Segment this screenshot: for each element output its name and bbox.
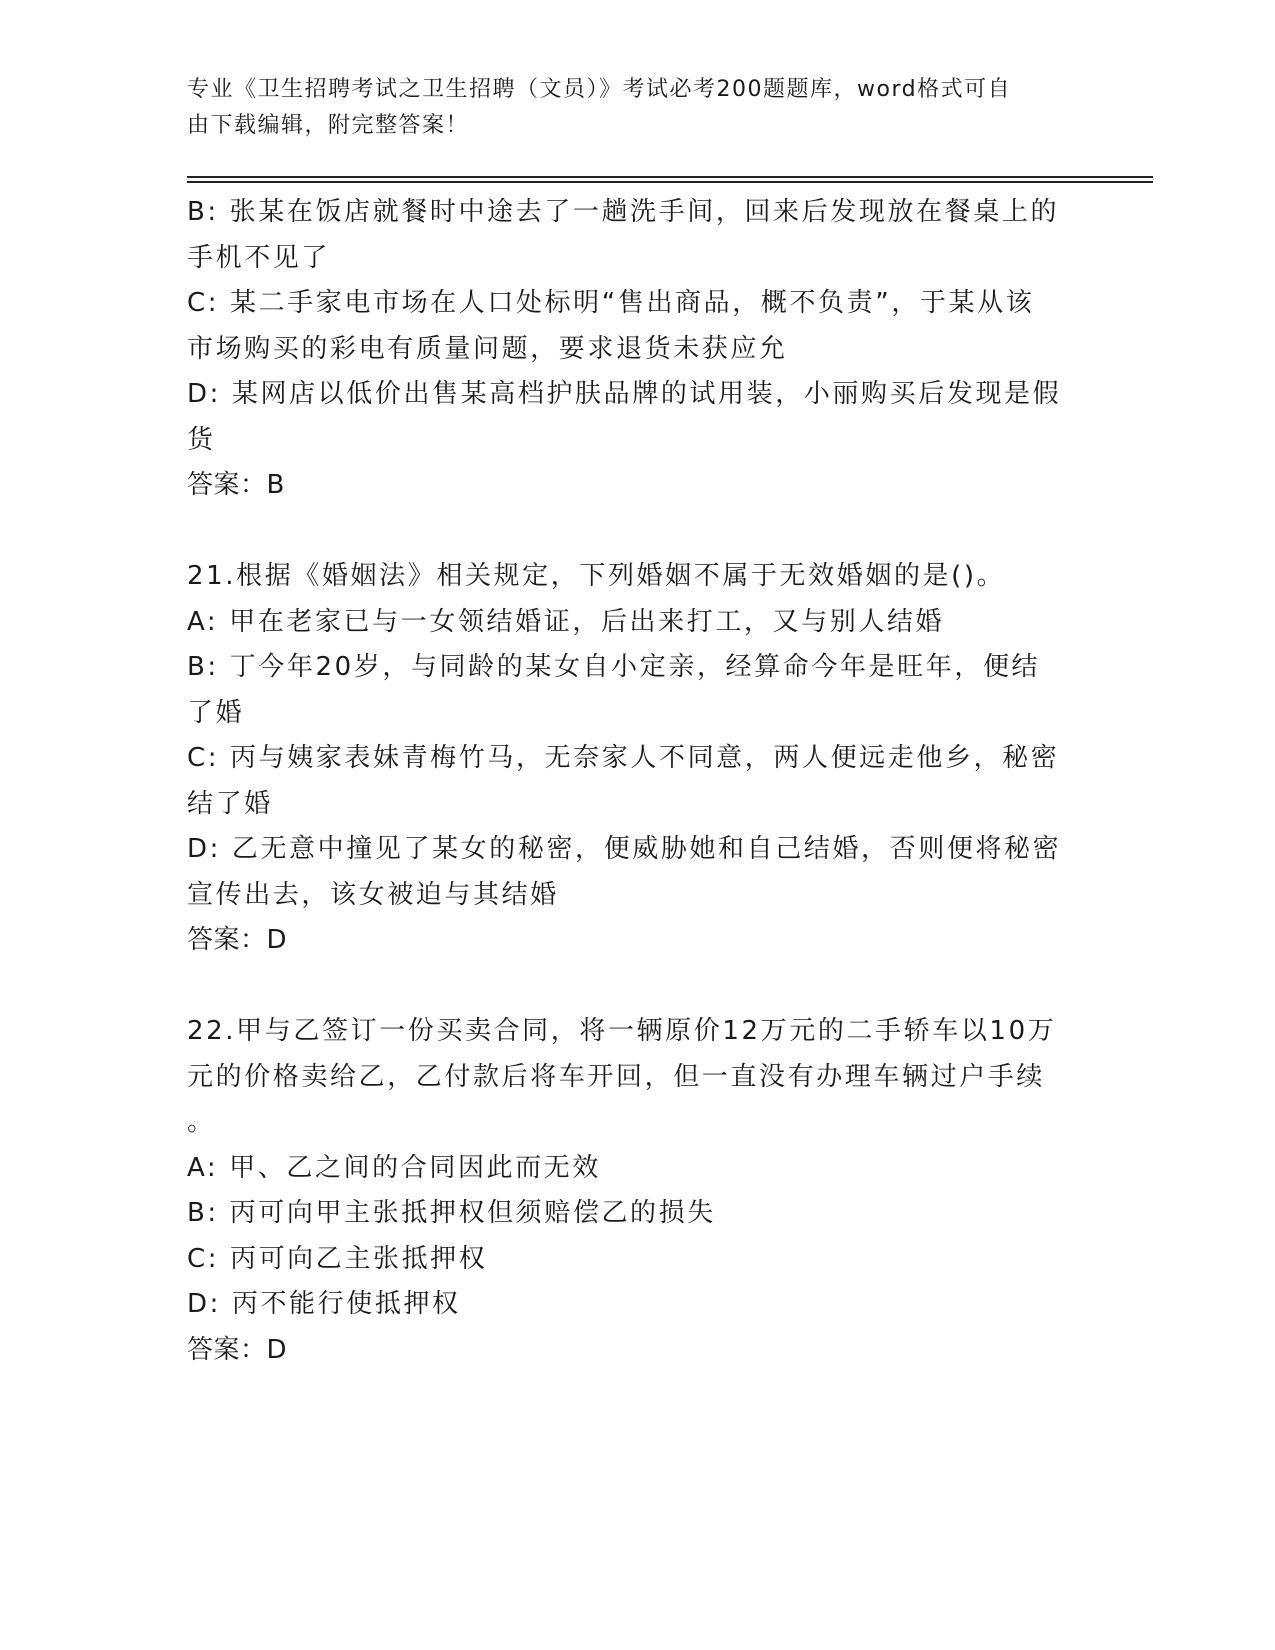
option-c-line-1: C: 丙与姨家表妹青梅竹马，无奈家人不同意，两人便远走他乡，秘密 [187, 743, 1060, 773]
option-d-line-1: D: 某网店以低价出售某高档护肤品牌的试用装，小丽购买后发现是假 [187, 379, 1062, 409]
answer-line: 答案：D [187, 1334, 288, 1365]
header-divider-top [187, 176, 1153, 178]
option-b-line-1: B: 丙可向甲主张抵押权但须赔偿乙的损失 [187, 1198, 716, 1228]
header-line-2: 由下载编辑，附完整答案！ [187, 113, 470, 138]
question-22 [187, 1009, 1067, 1373]
option-c-line-2: 结了婚 [187, 788, 273, 819]
spacer [187, 509, 1067, 555]
answer-line: 答案：D [187, 925, 288, 955]
option-b-line-1: B: 张某在饭店就餐时中途去了一趟洗手间，回来后发现放在餐桌上的 [187, 197, 1060, 227]
header-line-1: 专业《卫生招聘考试之卫生招聘（文员）》考试必考200题题库，word格式可自 [187, 77, 1012, 102]
answer-line: 答案：B [187, 470, 285, 500]
question-stem: 21.根据《婚姻法》相关规定，下列婚姻不属于无效婚姻的是()。 [187, 561, 1006, 591]
option-d-line-1: D: 乙无意中撞见了某女的秘密，便威胁她和自己结婚，否则便将秘密 [187, 834, 1062, 864]
option-a-line-1: A: 甲、乙之间的合同因此而无效 [187, 1152, 601, 1183]
spacer [187, 964, 1067, 1010]
option-c-line-1: C: 某二手家电市场在人口处标明“售出商品，概不负责”，于某从该 [187, 288, 1035, 318]
option-d-line-2: 货 [187, 424, 216, 455]
question-stem-line-1: 22.甲与乙签订一份买卖合同，将一辆原价12万元的二手轿车以10万 [187, 1016, 1057, 1046]
option-d-line-2: 宣传出去，该女被迫与其结婚 [187, 879, 559, 910]
option-b-line-1: B: 丁今年20岁，与同龄的某女自小定亲，经算命今年是旺年，便结 [187, 652, 1041, 682]
question-21 [187, 554, 1067, 964]
question-20-continued [187, 190, 1067, 509]
option-c-line-2: 市场购买的彩电有质量问题，要求退货未获应允 [187, 333, 788, 364]
question-stem-line-3: 。 [187, 1107, 216, 1137]
option-d-line-1: D: 丙不能行使抵押权 [187, 1289, 461, 1319]
header-divider-bottom [187, 181, 1153, 183]
question-content [187, 190, 1067, 1373]
option-b-line-2: 了婚 [187, 697, 245, 728]
document-header [187, 72, 1067, 144]
option-a-line-1: A: 甲在老家已与一女领结婚证，后出来打工，又与别人结婚 [187, 606, 945, 637]
option-c-line-1: C: 丙可向乙主张抵押权 [187, 1243, 488, 1274]
question-stem-line-2: 元的价格卖给乙，乙付款后将车开回，但一直没有办理车辆过户手续 [187, 1061, 1046, 1092]
option-b-line-2: 手机不见了 [187, 242, 331, 273]
